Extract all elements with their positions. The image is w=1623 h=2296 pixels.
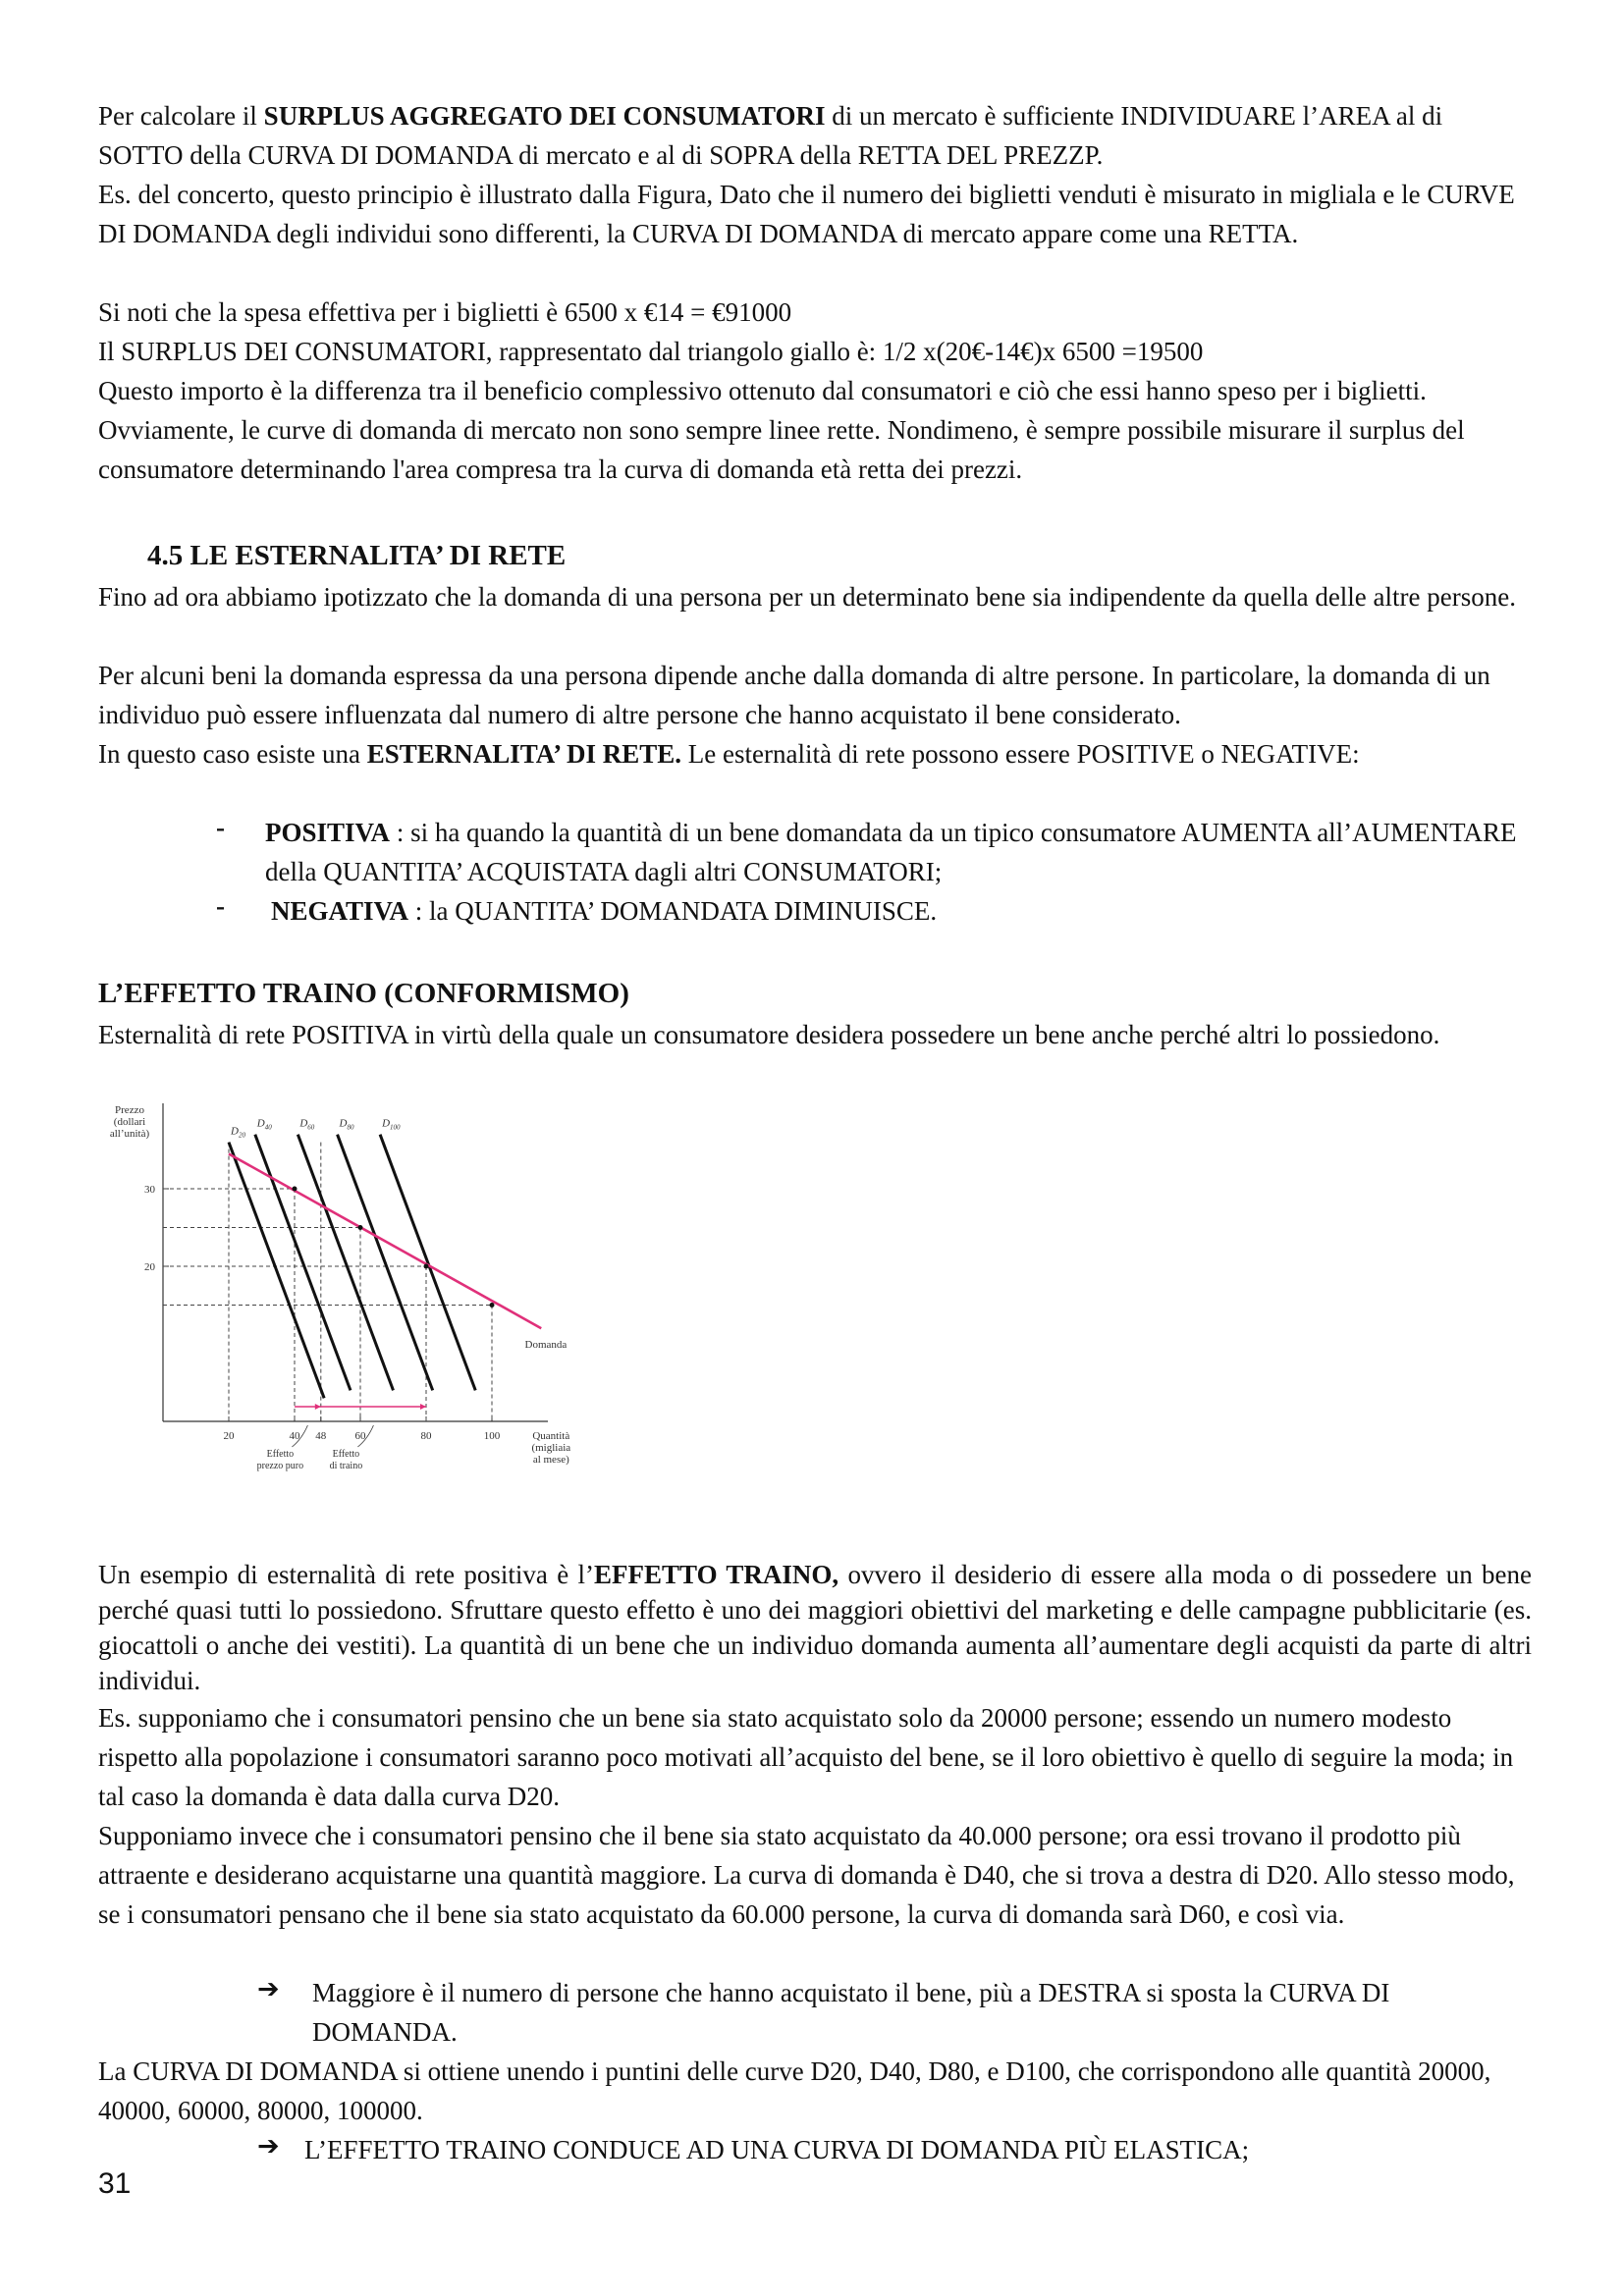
curve-label: $D_{20}$ — [231, 1125, 245, 1140]
x-axis-label: Quantità (migliaia al mese) — [531, 1430, 571, 1466]
text-span: : si ha quando la quantità di un bene domandata da un tipico consumatore AUMENTA all’AUMENTARE della QUANTITA’ ACQUISTATA dagli altri CONSUMATORI; — [265, 818, 1517, 886]
chart-labels — [110, 1104, 570, 1471]
arrow-right-icon: ➔ — [257, 2131, 280, 2162]
paragraph-altri-beni: Per alcuni beni la domanda espressa da una persona dipende anche dalla domanda di altre persone. In particolare, la domanda di un individuo può essere influenzata dal numero di altre persone che hanno acquistato il bene considerato. — [98, 661, 1490, 729]
text-span: Per calcolare il — [98, 101, 264, 131]
chart-lines — [229, 1135, 541, 1447]
demand-point — [424, 1264, 429, 1269]
arrow-point-elastica: L’EFFETTO TRAINO CONDUCE AD UNA CURVA DI DOMANDA PIÙ ELASTICA; — [304, 2135, 1250, 2164]
y-tick-label: 20 — [144, 1261, 155, 1273]
arrow-head — [315, 1404, 321, 1410]
demand-label: Domanda — [524, 1339, 568, 1352]
x-tick-label: 40 — [289, 1430, 300, 1442]
annotation-label: Effetto prezzo puro — [256, 1449, 304, 1471]
curve-d40 — [255, 1135, 351, 1391]
bullet-positiva — [265, 813, 1522, 891]
demand-line — [229, 1153, 541, 1328]
paragraph-definizione-traino: Esternalità di rete POSITIVA in virtù della quale un consumatore desidera possedere un bene anche perché altri lo possiedono. — [98, 1020, 1440, 1049]
paragraph-ipotesi: Fino ad ora abbiamo ipotizzato che la domanda di una persona per un determinato bene sia indipendente da quella delle altre persone. — [98, 582, 1516, 612]
paragraph-esempio-traino — [98, 1557, 1532, 1698]
y-tick-label: 30 — [144, 1184, 155, 1196]
paragraph-spesa: Si noti che la spesa effettiva per i biglietti è 6500 x €14 = €91000 — [98, 297, 792, 327]
chart-guides — [163, 1143, 492, 1421]
arrow-head — [420, 1404, 426, 1410]
arrow-right-icon: ➔ — [257, 1974, 280, 2004]
section-heading-effetto-traino: L’EFFETTO TRAINO (CONFORMISMO) — [98, 978, 629, 1009]
text-span: di un mercato è sufficiente INDIVIDUARE l’AREA al di SOTTO della CURVA DI DOMANDA di mercato e al di SOPRA della RETTA DEL PREZZP. — [98, 101, 1443, 170]
demand-point — [293, 1187, 298, 1192]
bold-term: EFFETTO TRAINO, — [594, 1560, 839, 1589]
text-span: Un esempio di esternalità di rete positiva è l’ — [98, 1560, 595, 1589]
bold-term: SURPLUS AGGREGATO DEI CONSUMATORI — [263, 101, 826, 131]
paragraph-surplus-aggregato — [98, 96, 1532, 175]
x-tick-label: 20 — [223, 1430, 235, 1442]
bullet-negativa — [271, 891, 1518, 931]
x-tick-label: 60 — [354, 1430, 366, 1442]
section-heading-4-5: 4.5 LE ESTERNALITA’ DI RETE — [147, 540, 567, 571]
y-axis-label: Prezzo (dollari all’unità) — [109, 1104, 150, 1140]
paragraph-importo: Questo importo è la differenza tra il beneficio complessivo ottenuto dal consumatori e ciò che essi hanno speso per i biglietti. Ovviamente, le curve di domanda di mercato non sono sempre linee rette. Nondimeno, è sempre possibile misurare il surplus del consumatore determinando l'area compresa tra la curva di domanda età retta dei prezzi. — [98, 376, 1465, 484]
curve-d100 — [380, 1135, 475, 1391]
bullet-dash: - — [216, 813, 225, 842]
text-span: In questo caso esiste una — [98, 739, 367, 769]
text-span: : la QUANTITA’ DOMANDATA DIMINUISCE. — [408, 896, 938, 926]
paragraph-esternalita — [98, 734, 1532, 774]
curve-label: $D_{40}$ — [256, 1117, 272, 1132]
annotation-label: Effetto di traino — [329, 1449, 363, 1471]
x-tick-label: 48 — [315, 1430, 327, 1442]
chart-axes — [163, 1103, 548, 1421]
bold-term: POSITIVA — [265, 818, 391, 847]
arrow-point-destra: Maggiore è il numero di persone che hanno acquistato il bene, più a DESTRA si sposta la CURVA DI DOMANDA. — [312, 1978, 1390, 2047]
demand-point — [358, 1225, 363, 1230]
x-tick-label: 80 — [420, 1430, 432, 1442]
bullet-dash: - — [216, 891, 225, 921]
paragraph-curva-domanda: La CURVA DI DOMANDA si ottiene unendo i puntini delle curve D20, D40, D80, e D100, che corrispondono alle quantità 20000, 40000, 60000, 80000, 100000. — [98, 2056, 1491, 2125]
curve-d60 — [298, 1135, 393, 1391]
curve-label: $D_{60}$ — [299, 1117, 315, 1132]
bold-term: ESTERNALITA’ DI RETE. — [366, 739, 682, 769]
curve-label: $D_{80}$ — [339, 1117, 354, 1132]
demand-point — [490, 1303, 495, 1308]
page-number: 31 — [98, 2167, 132, 2200]
x-tick-label: 100 — [483, 1430, 501, 1442]
text-span: Le esternalità di rete possono essere POSITIVE o NEGATIVE: — [681, 739, 1360, 769]
bold-term: NEGATIVA — [271, 896, 409, 926]
paragraph-concerto: Es. del concerto, questo principio è illustrato dalla Figura, Dato che il numero dei biglietti venduti è misurato in migliala e le CURVE DI DOMANDA degli individui sono differenti, la CURVA DI DOMANDA di mercato appare come una RETTA. — [98, 180, 1515, 248]
paragraph-esempio-20000: Es. supponiamo che i consumatori pensino che un bene sia stato acquistato solo da 20000 persone; essendo un numero modesto rispetto alla popolazione i consumatori saranno poco motivati all’acquisto del bene, se il loro obiettivo è quello di seguire la moda; in tal caso la domanda è data dalla curva D20. — [98, 1703, 1514, 1811]
text-span: ovvero il desiderio di essere alla moda o di possedere un bene perché quasi tutti lo possiedono. Sfruttare questo effetto è uno dei maggiori obiettivi del marketing e delle campagne pubblicitarie (es. giocattoli o anche dei vestiti). La quantità di un bene che un individuo domanda aumenta all’aumentare degli acquisti da parte di altri individui. — [98, 1560, 1532, 1695]
curve-d80 — [338, 1135, 433, 1391]
curve-label: $D_{100}$ — [382, 1117, 401, 1132]
paragraph-surplus-consumatori: Il SURPLUS DEI CONSUMATORI, rappresentato dal triangolo giallo è: 1/2 x(20€-14€)x 6500 =19500 — [98, 337, 1204, 366]
paragraph-esempio-40000: Supponiamo invece che i consumatori pensino che il bene sia stato acquistato da 40.000 persone; ora essi trovano il prodotto più attraente e desiderano acquistarne una quantità maggiore. La curva di domanda è D40, che si trova a destra di D20. Allo stesso modo, se i consumatori pensano che il bene sia stato acquistato da 60.000 persone, la curva di domanda sarà D60, e così via. — [98, 1821, 1515, 1929]
bandwagon-chart — [98, 1097, 589, 1490]
